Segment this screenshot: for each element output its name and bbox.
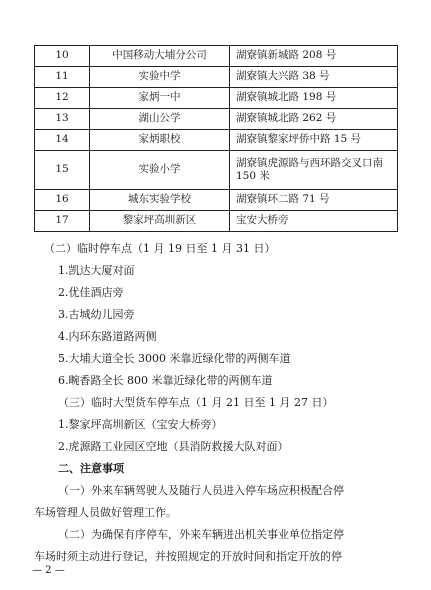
row-index: 15 xyxy=(35,151,90,190)
table-row xyxy=(35,130,398,151)
section-2-heading: （二）临时停车点（1 月 19 日至 1 月 31 日） xyxy=(44,242,276,255)
parking-venue-table xyxy=(34,45,398,232)
venue-address: 宝安大桥旁 xyxy=(230,211,398,232)
venue-name: 中国移动大埔分公司 xyxy=(90,46,230,67)
row-index: 13 xyxy=(35,109,90,130)
document-body xyxy=(34,238,404,568)
section-2-item: 5.大埔大道全长 3000 米靠近绿化带的两侧车道 xyxy=(58,352,291,365)
venue-name: 实验中学 xyxy=(90,67,230,88)
venue-address: 湖寮镇虎源路与西环路交叉口南 150 米 xyxy=(230,151,398,190)
table-row xyxy=(35,190,398,211)
venue-address: 湖寮镇大兴路 38 号 xyxy=(230,67,398,88)
notes-paragraph-1: （一）外来车辆驾驶人及随行人员进入停车场应积极配合停 xyxy=(58,484,344,497)
row-index: 16 xyxy=(35,190,90,211)
section-3-item: 2.虎源路工业园区空地（县消防救援大队对面） xyxy=(58,440,289,453)
row-index: 17 xyxy=(35,211,90,232)
venue-address: 湖寮镇新城路 208 号 xyxy=(230,46,398,67)
venue-name: 湖山公学 xyxy=(90,109,230,130)
section-2-item: 2.优佳酒店旁 xyxy=(58,286,124,299)
notes-heading: 二、注意事项 xyxy=(58,462,124,475)
row-index: 10 xyxy=(35,46,90,67)
table-row xyxy=(35,88,398,109)
notes-paragraph-2: （二）为确保有序停车，外来车辆进出机关事业单位指定停 xyxy=(58,528,344,541)
section-3-item: 1.黎家坪高圳新区（宝安大桥旁） xyxy=(58,418,223,431)
notes-paragraph-2-cont: 车场时须主动进行登记，并按照规定的开放时间和指定开放的停 xyxy=(34,550,342,563)
venue-name: 实验小学 xyxy=(90,151,230,190)
venue-name: 城东实验学校 xyxy=(90,190,230,211)
venue-address: 湖寮镇环二路 71 号 xyxy=(230,190,398,211)
row-index: 11 xyxy=(35,67,90,88)
section-2-item: 6.畹香路全长 800 米靠近绿化带的两侧车道 xyxy=(58,374,273,387)
table-row xyxy=(35,211,398,232)
table-row xyxy=(35,46,398,67)
table-row xyxy=(35,67,398,88)
section-2-item: 1.凯达大厦对面 xyxy=(58,264,135,277)
venue-address: 湖寮镇城北路 262 号 xyxy=(230,109,398,130)
venue-address: 湖寮镇城北路 198 号 xyxy=(230,88,398,109)
venue-name: 黎家坪高圳新区 xyxy=(90,211,230,232)
venue-name: 家炳一中 xyxy=(90,88,230,109)
table-row xyxy=(35,109,398,130)
notes-paragraph-1-cont: 车场管理人员做好管理工作。 xyxy=(34,506,177,519)
section-2-item: 3.古城幼儿园旁 xyxy=(58,308,135,321)
row-index: 12 xyxy=(35,88,90,109)
venue-name: 家炳职校 xyxy=(90,130,230,151)
venue-table-body xyxy=(35,46,398,232)
section-3-heading: （三）临时大型货车停车点（1 月 21 日至 1 月 27 日） xyxy=(58,396,334,409)
section-2-item: 4.内环东路道路两侧 xyxy=(58,330,157,343)
table-row xyxy=(35,151,398,190)
venue-address: 湖寮镇黎家坪侨中路 15 号 xyxy=(230,130,398,151)
page-number: — 2 — xyxy=(32,565,65,576)
row-index: 14 xyxy=(35,130,90,151)
